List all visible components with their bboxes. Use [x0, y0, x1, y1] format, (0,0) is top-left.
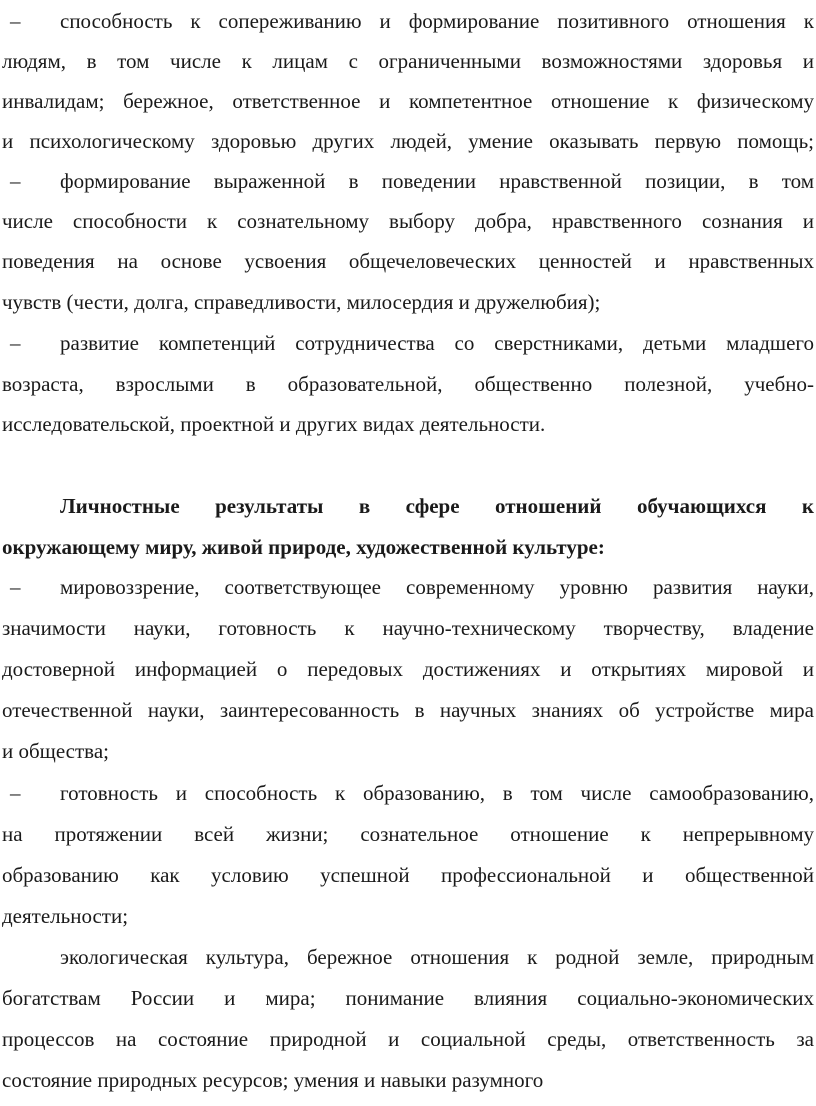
- paragraph-line: развитие компетенций сотрудничества со сверстниками, детьми младшего: [60, 331, 814, 355]
- bullet-dash: –: [10, 9, 21, 33]
- paragraph-line: значимости науки, готовность к научно-техническому творчеству, владение: [2, 616, 814, 640]
- paragraph-line: и психологическому здоровью других людей, умение оказывать первую помощь;: [2, 129, 814, 153]
- section-heading: окружающему миру, живой природе, художественной культуре:: [2, 535, 605, 559]
- paragraph-line: поведения на основе усвоения общечеловеческих ценностей и нравственных: [2, 249, 814, 273]
- bullet-dash: –: [10, 781, 21, 805]
- paragraph-line: инвалидам; бережное, ответственное и компетентное отношение к физическому: [2, 89, 814, 113]
- bullet-dash: –: [10, 331, 21, 355]
- bullet-dash: –: [10, 169, 21, 193]
- paragraph-line: формирование выраженной в поведении нравственной позиции, в том: [60, 169, 814, 193]
- paragraph-line: способность к сопереживанию и формирование позитивного отношения к: [60, 9, 814, 33]
- paragraph-line: людям, в том числе к лицам с ограниченными возможностями здоровья и: [2, 49, 814, 73]
- paragraph-line: возраста, взрослыми в образовательной, общественно полезной, учебно-: [2, 372, 814, 396]
- paragraph-line: исследовательской, проектной и других видах деятельности.: [2, 412, 546, 436]
- paragraph-line: отечественной науки, заинтересованность в научных знаниях об устройстве мира: [2, 698, 814, 722]
- paragraph-line: на протяжении всей жизни; сознательное отношение к непрерывному: [2, 822, 814, 846]
- paragraph-line: образованию как условию успешной профессиональной и общественной: [2, 863, 814, 887]
- paragraph-line: процессов на состояние природной и социальной среды, ответственность за: [2, 1027, 814, 1051]
- paragraph-line: числе способности к сознательному выбору добра, нравственного сознания и: [2, 209, 814, 233]
- paragraph-line: богатствам России и мира; понимание влияния социально-экономических: [2, 986, 814, 1010]
- paragraph-line: мировоззрение, соответствующее современному уровню развития науки,: [60, 575, 814, 599]
- paragraph-line: экологическая культура, бережное отношения к родной земле, природным: [60, 945, 814, 969]
- paragraph-line: достоверной информацией о передовых достижениях и открытиях мировой и: [2, 657, 814, 681]
- bullet-dash: –: [10, 575, 21, 599]
- paragraph-line: деятельности;: [2, 904, 129, 928]
- paragraph-line: готовность и способность к образованию, в том числе самообразованию,: [60, 781, 814, 805]
- paragraph-line: состояние природных ресурсов; умения и навыки разумного: [2, 1068, 544, 1092]
- section-heading: Личностные результаты в сфере отношений обучающихся к: [60, 494, 814, 518]
- paragraph-line: чувств (чести, долга, справедливости, милосердия и дружелюбия);: [2, 290, 601, 314]
- paragraph-line: и общества;: [2, 739, 109, 763]
